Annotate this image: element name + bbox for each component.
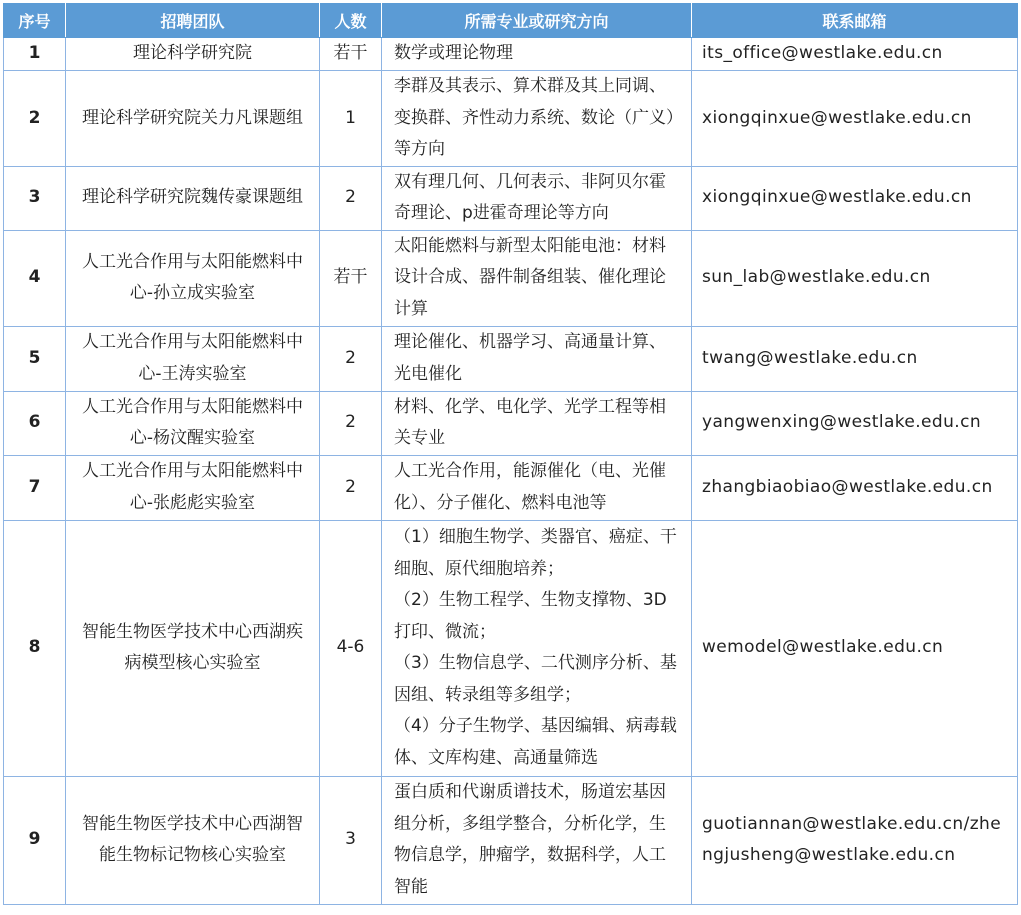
header-row [4,4,1018,38]
research-field [382,455,692,520]
table-row [4,230,1018,326]
team-name: 理论科学研究院关力凡课题组 [66,71,320,167]
research-field [382,230,692,326]
research-field [382,38,692,71]
contact-email: twang@westlake.edu.cn [692,326,1018,391]
header-field: 所需专业或研究方向 [382,4,692,38]
contact-email: guotiannan@westlake.edu.cn/zhengjusheng@westlake.edu.cn [692,776,1018,904]
header-team: 招聘团队 [66,4,320,38]
team-name: 人工光合作用与太阳能燃料中心-孙立成实验室 [66,230,320,326]
research-field [382,326,692,391]
research-field-line: 太阳能燃料与新型太阳能电池：材料设计合成、器件制备组装、催化理论计算 [394,235,666,319]
team-name: 人工光合作用与太阳能燃料中心-王涛实验室 [66,326,320,391]
research-field-line: 材料、化学、电化学、光学工程等相关专业 [394,396,666,448]
headcount: 2 [320,326,382,391]
contact-email: xiongqinxue@westlake.edu.cn [692,71,1018,167]
team-name: 理论科学研究院魏传豪课题组 [66,166,320,230]
table-row [4,455,1018,520]
row-number: 5 [4,326,66,391]
research-field-line: 蛋白质和代谢质谱技术，肠道宏基因组分析，多组学整合，分析化学，生物信息学，肿瘤学，数据科学，人工智能 [394,782,666,897]
row-number: 7 [4,455,66,520]
research-field-line: 数学或理论物理 [394,43,513,64]
row-number: 3 [4,166,66,230]
row-number: 6 [4,391,66,455]
research-field-line: （3）生物信息学、二代测序分析、基因组、转录组等多组学； [394,653,677,705]
research-field-line: 李群及其表示、算术群及其上同调、变换群、齐性动力系统、数论（广义）等方向 [394,76,675,159]
contact-email: wemodel@westlake.edu.cn [692,520,1018,776]
contact-email: zhangbiaobiao@westlake.edu.cn [692,455,1018,520]
contact-email: xiongqinxue@westlake.edu.cn [692,166,1018,230]
team-name: 理论科学研究院 [66,38,320,71]
research-field-line: 双有理几何、几何表示、非阿贝尔霍奇理论、p进霍奇理论等方向 [394,171,666,223]
headcount: 若干 [320,38,382,71]
table-body [4,38,1018,905]
research-field-line: 理论催化、机器学习、高通量计算、光电催化 [394,332,666,384]
research-field [382,166,692,230]
table-row [4,71,1018,167]
recruitment-table [3,3,1018,905]
headcount: 1 [320,71,382,167]
team-name: 智能生物医学技术中心西湖智能生物标记物核心实验室 [66,776,320,904]
table-row [4,776,1018,904]
headcount: 4-6 [320,520,382,776]
table-row [4,520,1018,776]
header-email: 联系邮箱 [692,4,1018,38]
row-number: 9 [4,776,66,904]
research-field-line: （2）生物工程学、生物支撑物、3D打印、微流； [394,590,667,642]
contact-email: its_office@westlake.edu.cn [692,38,1018,71]
row-number: 2 [4,71,66,167]
headcount: 2 [320,166,382,230]
team-name: 智能生物医学技术中心西湖疾病模型核心实验室 [66,520,320,776]
research-field-line: （1）细胞生物学、类器官、癌症、干细胞、原代细胞培养； [394,527,677,579]
table-row [4,166,1018,230]
headcount: 若干 [320,230,382,326]
contact-email: yangwenxing@westlake.edu.cn [692,391,1018,455]
team-name: 人工光合作用与太阳能燃料中心-杨汶醒实验室 [66,391,320,455]
research-field-line: 人工光合作用，能源催化（电、光催化）、分子催化、燃料电池等 [394,461,666,513]
research-field [382,391,692,455]
row-number: 8 [4,520,66,776]
table-row [4,326,1018,391]
header-count: 人数 [320,4,382,38]
headcount: 2 [320,391,382,455]
research-field [382,520,692,776]
research-field [382,776,692,904]
contact-email: sun_lab@westlake.edu.cn [692,230,1018,326]
team-name: 人工光合作用与太阳能燃料中心-张彪彪实验室 [66,455,320,520]
headcount: 2 [320,455,382,520]
row-number: 1 [4,38,66,71]
table-row [4,391,1018,455]
headcount: 3 [320,776,382,904]
research-field-line: （4）分子生物学、基因编辑、病毒载体、文库构建、高通量筛选 [394,716,677,768]
header-no: 序号 [4,4,66,38]
table-row [4,38,1018,71]
row-number: 4 [4,230,66,326]
research-field [382,71,692,167]
